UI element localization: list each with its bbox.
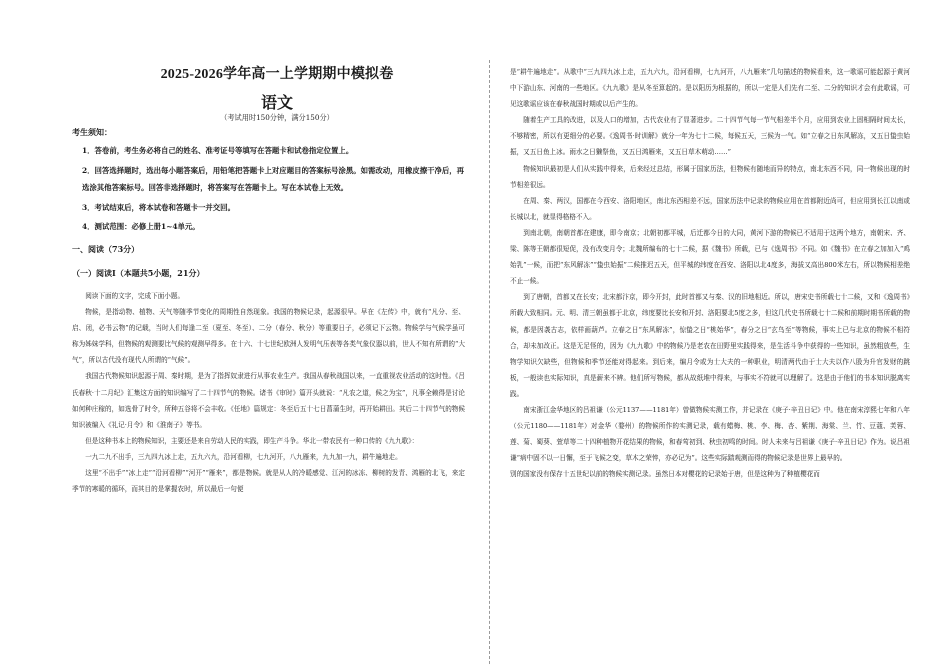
exam-time-note: （考试用时150分钟，满分150分） — [220, 113, 334, 122]
right-passage — [510, 64, 910, 482]
column-divider — [489, 60, 490, 664]
section-reading1-heading: （一）阅读Ⅰ（本题共5小题，21分） — [72, 268, 205, 278]
notice-item: 2．回答选择题时，选出每小题答案后，用铅笔把答题卡上对应题目的答案标号涂黑。如需改动，用橡皮擦干净后，再选涂其他答案标号。回答非选择题时，将答案写在答题卡上。写在本试卷上无效。 — [82, 165, 465, 192]
notice-list — [82, 142, 465, 238]
notice-heading: 考生须知： — [72, 127, 112, 137]
passage-paragraph: 随着生产工具的改进，以及人口的增加，古代农业有了显著进步。二十四节气每一节气相差半个月，应用到农业上固相隔时间太长，不够精密，所以有更细分的必要。《逸周书·时训解》就分一年为七十二候，每候五天，三候为一气。如“立春之日东风解冻，又五日蛰虫始振，又五日鱼上冰。雨水之日獭祭鱼，又五日鸿雁来，又五日草木萌动……” — [510, 116, 910, 157]
notice-item: 3．考试结束后，将本试卷和答题卡一并交回。 — [82, 202, 235, 212]
passage-paragraph: 别的国家没有保存十五世纪以前的物候实测记录。虽然日本对樱花的记录始于唐，但是这种为了种植樱花而 — [510, 470, 820, 479]
passage-paragraph: 阅读下面的文字，完成下面小题。 — [85, 292, 185, 300]
left-column — [72, 0, 465, 672]
subject-title: 语文 — [260, 93, 293, 112]
notice-item: 4．测试范围：必修上册1~4单元。 — [82, 222, 200, 231]
right-column — [510, 0, 910, 672]
left-passage — [72, 288, 465, 497]
passage-paragraph: 是“耕牛遍地走”。从歌中“三九四九冰上走，五九六九，沿河看柳，七九河开，八九雁来”几句描述的物候看来，这一歌谣可能起源于黄河中下游山东、河南的一些地区。《九九歌》是从冬至算起的。是以阳历为根据的，所以一定是人们先有二至、二分的知识才会有此歌谣，可见这歌谣应该在春秋战国时期或以后产生的。 — [510, 68, 910, 109]
passage-paragraph: 但是这种书本上的物候知识，主要还是来自劳动人民的实践，即生产斗争。华北一带农民有一种口传的《九九歌》： — [85, 436, 419, 445]
section-reading-heading: 一、阅读（73分） — [72, 244, 140, 254]
passage-paragraph: 一九二九不出手，三九四九冰上走，五九六九，沿河看柳，七九河开，八九雁来，九九加一九，耕牛遍地走。 — [85, 452, 402, 461]
passage-paragraph: 在周、秦、两汉，国都在今西安、洛阳地区，南北东西相差不远，国家历法中记录的物候应用在首都附近尚可，但应用到长江以南或长城以北，就显得格格不入。 — [510, 196, 910, 221]
passage-paragraph: 物候知识最初是人们从实践中得来，后来经过总结，形属于国家历法，但物候有随地而异的特点，南北东西不同，同一物候出现的时节相差很远。 — [510, 164, 910, 189]
passage-paragraph: 到南北朝，南朝首都在建康，即今南京；北朝初都平城，后迁都今日的大同，黄河下游的物候已不适用于这两个地方，南朝宋、齐、梁、陈等王朝都很短促，没有改变月令；北魏所编布的七十二候，据《魏书》所载，已与《逸周书》不同。如《魏书》在立春之加加入“鸡始乳”一候，而把“东风解冻”“蛰虫始振”二候推迟五天，但平城的纬度在西安、洛阳以北4度多，海拔又高出800米左右，所以物候相差绝不止一候。 — [510, 228, 910, 286]
notice-item: 1．答卷前，考生务必将自己的姓名、准考证号等填写在答题卡和试卷指定位置上。 — [82, 146, 354, 155]
passage-paragraph: 物候，是指动物、植物、天气等随季节变化的周期性自然现象。我国的物候记录，起源很早。早在《左传》中，就有“凡分、至、启、闭，必书云物”的记载，当时人们每逢二至（夏至、冬至）、二分（春分、秋分）等重要日子，必须记下云物。物候学与气候学虽可称为姊妹学科，但物候的观测要比气候的观测早得多。在十六、十七世纪欧洲人发明气压表等各类气象仪器以前，世人不知有所谓的“大气”，所以古代没有现代人所谓的“气候”。 — [72, 308, 465, 365]
passage-paragraph: 这里“不出手”“冰上走”“沿河看柳”“河开”“雁来”，都是物候。就是从人的冷暖感觉、江河的冰冻、柳树的发青、鸿雁的北飞，来定季节的寒暖的循环，而其目的是掌握农时，所以最后一句便 — [72, 469, 465, 494]
passage-paragraph: 到了唐朝，首都又在长安；北宋都汴京，即今开封，此时首都又与秦、汉的旧地相近。所以，唐宋史书所载七十二候，又和《逸周书》所载大致相同。元、明、清三朝虽都于北京，纬度要比长安和开封、洛阳要北5度之多，但这几代史书所载七十二候和前期时期书所载的物候，都是因袭古志，依样画葫芦。立春之日“东风解冻”，惊蛰之日“桃始华”，春分之日“玄鸟至”等物候，事实上已与北京的物候不相符合，却未加改正。这是无足怪的，因为《九九歌》中的物候乃是老农在田野里实践得来，是生活斗争中获得的一些知识，虽然粗放些，生物学知识欠缺些，但物候和季节还能对得起来。到后来，编月令或为士大夫的一种职业，明清两代由于士大夫以作八股为升官发财的跳板，一般读也实际知识，真是薪来不辨。他们所写物候，都从故纸堆中得来，与事实不符就可以理解了。这是由于他们的书本知识脱离实践。 — [510, 293, 910, 398]
passage-paragraph: 南宋浙江金华地区的吕祖谦（公元1137——1181年）曾做物候实测工作，并记录在《庚子·辛丑日记》中。他在南宋淳熙七年和八年（公元1180——1181年）对金华（婺州）的物候所作的实测记录，载有蜡梅、桃、李、梅、杏、紫荆、海棠、兰、竹、豆蔻、芙蓉、莲、菊、蜀葵、萱草等二十四种植物开花结果的物候，和春莺初到、秋虫初鸣的时间。时人未来与吕祖谦《庚子·辛丑日记》作为。说吕祖谦“病中固不以一日懈，至于飞候之变，草木之荣悴，亦必记为”。这些实际踏观测而得的物候记录是世界上最早的。 — [510, 405, 910, 463]
exam-title: 2025-2026学年高一上学期期中模拟卷 — [160, 67, 394, 82]
passage-paragraph: 我国古代物候知识起源于周、秦时期，是为了指挥奴隶进行从事农业生产。我国从春秋战国以来，一直重视农业活动的这时性。《吕氏春秋·十二月纪》汇集这方面的知识编写了二十四节气的物候。诸书《审时》篇开头就说：“凡农之道，候之为宝”，凡事全赖得是讨论如何种庄稼的，如选骨了时令，所种五谷将不会丰收。《任地》篇规定：冬至后五十七日菖蒲生时，再开始耕田。其后二十四节气的物候知识被编入《礼记·月令》和《淮南子》等书。 — [72, 372, 465, 429]
